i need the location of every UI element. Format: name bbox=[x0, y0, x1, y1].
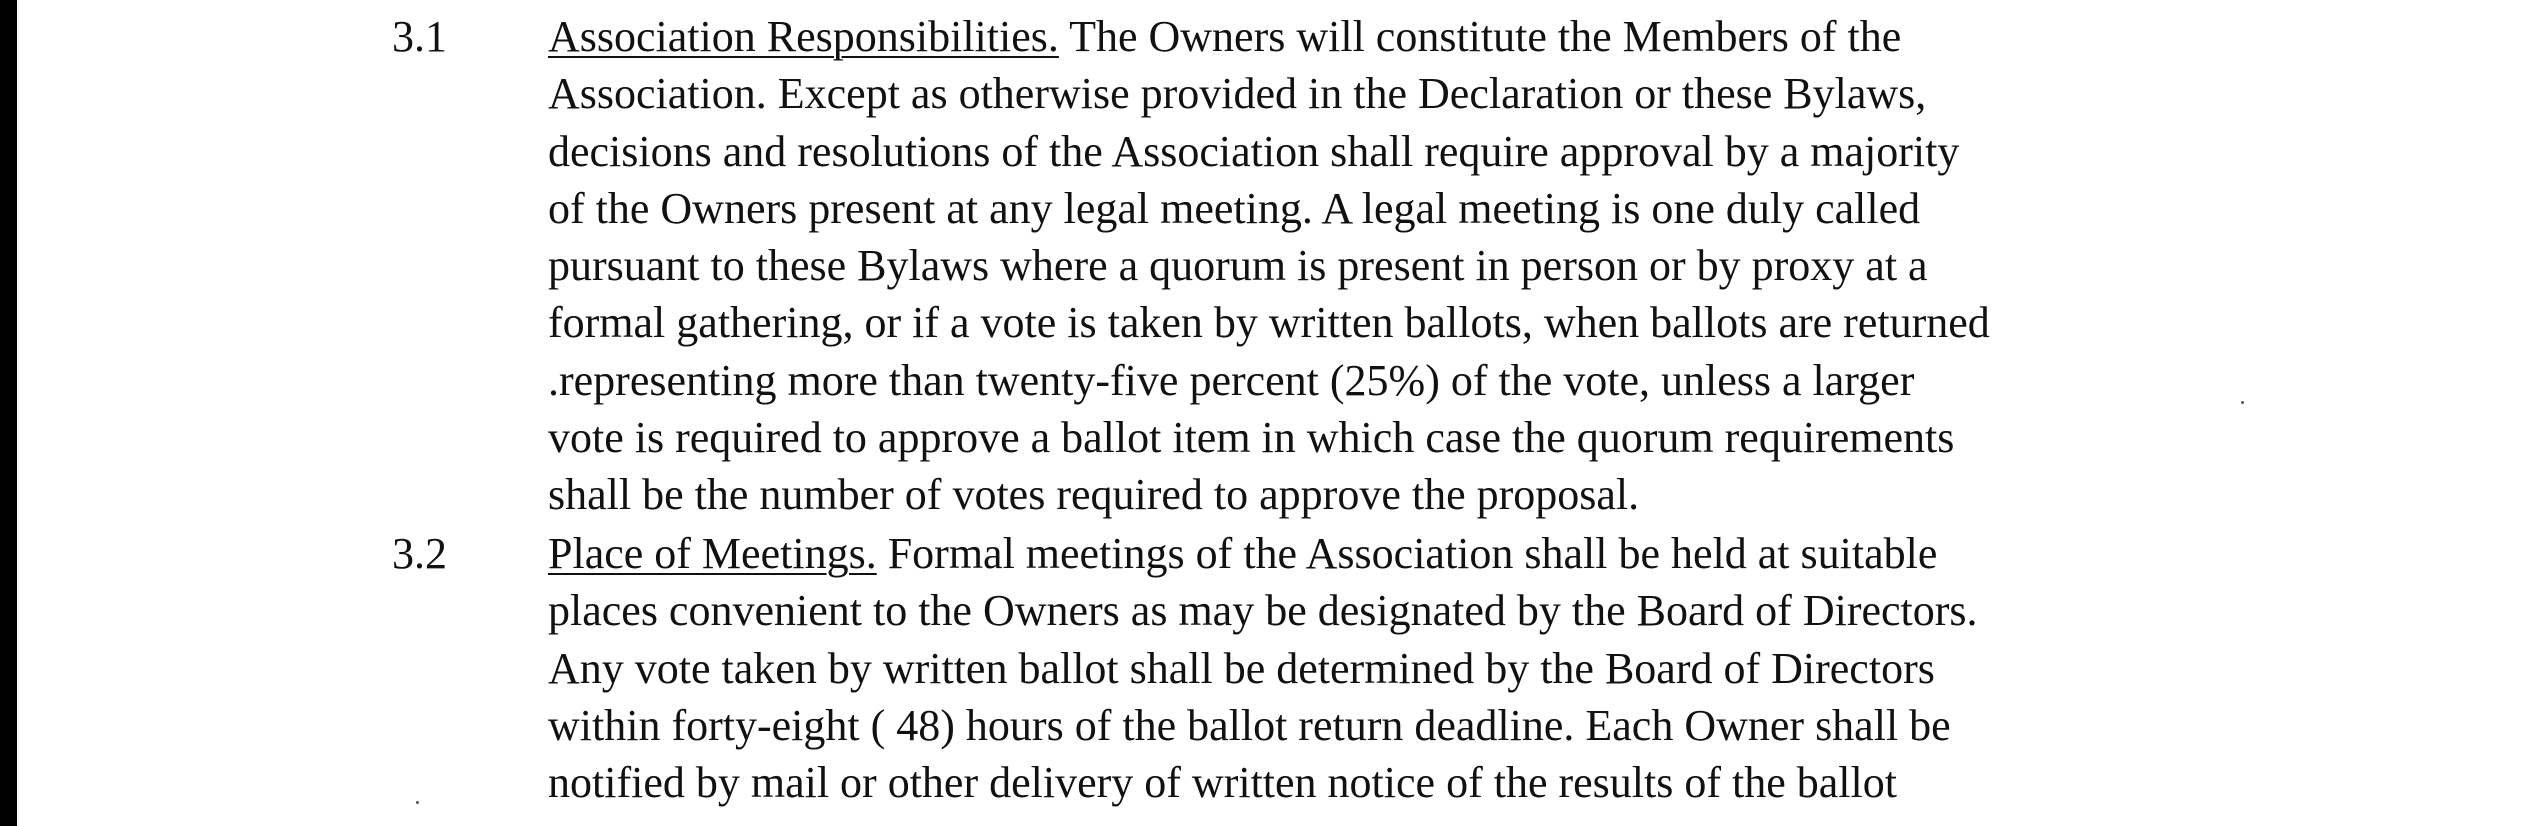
body-line: of the Owners present at any legal meeting. A legal meeting is one duly called bbox=[548, 183, 1921, 233]
body-line: shall be the number of votes required to approve the proposal. bbox=[548, 470, 1640, 520]
section-heading: Association Responsibilities. bbox=[548, 12, 1059, 61]
body-line: within forty-eight ( 48) hours of the ballot return deadline. Each Owner shall be bbox=[548, 700, 1951, 750]
body-line bbox=[548, 8, 2242, 65]
body-line: decisions and resolutions of the Association shall require approval by a majority bbox=[548, 126, 1960, 176]
body-line: pursuant to these Bylaws where a quorum is present in person or by proxy at a bbox=[548, 241, 1928, 291]
body-text: The Owners will constitute the Members of the bbox=[1058, 12, 1902, 61]
body-text: Formal meetings of the Association shall be held at suitable bbox=[876, 529, 1938, 578]
body-line: formal gathering, or if a vote is taken by written ballots, when ballots are returned bbox=[548, 298, 1990, 348]
scan-speck bbox=[2241, 401, 2244, 404]
section-number: 3.2 bbox=[392, 529, 447, 578]
body-line: vote is required to approve a ballot item in which case the quorum requirements bbox=[548, 413, 1955, 463]
section-number: 3.1 bbox=[392, 12, 447, 61]
body-line: Any vote taken by written ballot shall be determined by the Board of Directors bbox=[548, 643, 1935, 693]
body-line: places convenient to the Owners as may be designated by the Board of Directors. bbox=[548, 586, 1978, 636]
section-body bbox=[548, 8, 2242, 524]
body-line: .representing more than twenty-five percent (25%) of the vote, unless a larger bbox=[548, 355, 1915, 405]
body-line bbox=[548, 525, 2242, 582]
body-line: Association. Except as otherwise provided in the Declaration or these Bylaws, bbox=[548, 69, 1927, 119]
section-heading: Place of Meetings. bbox=[548, 529, 877, 578]
scan-speck bbox=[416, 801, 419, 804]
section-body bbox=[548, 525, 2242, 811]
body-line: notified by mail or other delivery of written notice of the results of the ballot bbox=[548, 758, 1897, 808]
